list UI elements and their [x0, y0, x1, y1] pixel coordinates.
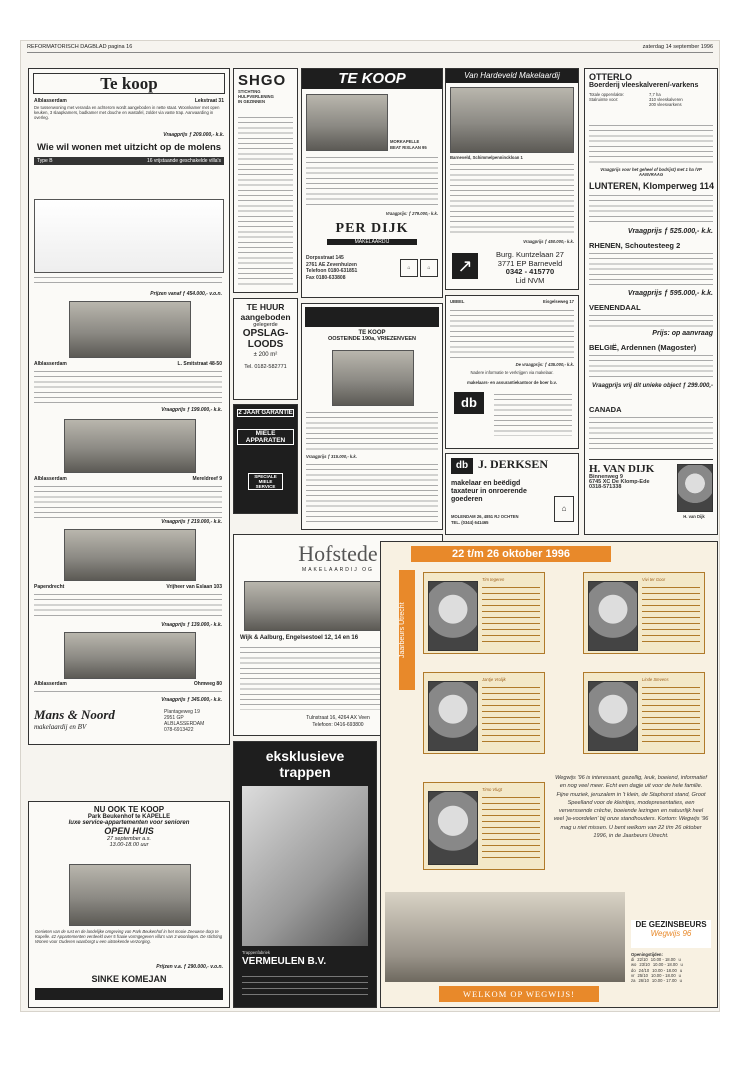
hours-time: 10.00 - 17.00: [651, 978, 677, 984]
ad3-heading: [34, 361, 222, 367]
beukenhof-photo: [69, 864, 191, 926]
huur-m2: ± 200 m²: [253, 352, 278, 358]
hours-unit: u: [678, 972, 682, 978]
belgie-title: BELGIË, Ardennen (Magoster): [589, 343, 697, 352]
ubel-place: UBBEL: [450, 299, 465, 304]
house-photo-3: [64, 419, 196, 473]
otterlo-row-value: 310 vleeskalveren: [649, 97, 683, 103]
veen-title: VEENENDAAL: [589, 303, 641, 312]
canada-title: CANADA: [589, 405, 622, 414]
hours-day: za: [631, 978, 636, 984]
hardeveld-ad: [445, 68, 579, 290]
otterlo-row-label: Stalruimte voor:: [589, 97, 619, 103]
ad1-text: De tussenwoning met veranda en achterom wordt aangeboden in nette staat. Woonkamer met open keuken, 3 slaapkamers, badkamer met douche en wastafel, zolder via vaste trap. Aanvaarding in overleg.: [34, 105, 220, 121]
otterlo-row-value: 7,7 ha: [649, 92, 661, 97]
verm-name: VERMEULEN B.V.: [242, 956, 327, 967]
oost-logo-bar: [305, 307, 439, 327]
nu-time: 13.00-18.00 uur: [109, 842, 149, 848]
vriezenveen-ad: [301, 303, 443, 530]
ad1-address: Lekstraat 31: [194, 98, 224, 104]
lunt-title: LUNTEREN, Klomperweg 114: [589, 181, 715, 191]
barn-text: [450, 162, 574, 234]
veen-price: Prijs: op aanvraag: [652, 330, 713, 337]
card-2-text: [642, 585, 700, 645]
logo-tel: 078-6913422: [164, 727, 194, 733]
hours-day: wo: [631, 962, 637, 968]
header-right: zaterdag 14 september 1996: [642, 44, 713, 50]
ad3-text: [34, 369, 222, 405]
photo-3-woman: [428, 681, 478, 751]
card-4-text: [642, 685, 700, 745]
ad3-price: Vraagprijs ƒ 199.000,- k.k.: [161, 407, 222, 413]
ubel-text: [450, 308, 574, 358]
te-huur-ad: [233, 298, 298, 400]
gb-logo-sub: Wegwijs 96: [650, 929, 692, 938]
arrow-icon: ↗: [452, 253, 478, 279]
perdijk-fax: Fax 0180-633808: [306, 274, 346, 281]
ad5-heading: [34, 584, 222, 590]
ad4-heading: [34, 476, 222, 482]
hours-day: vr: [631, 972, 635, 978]
oost-title: TE KOOP: [358, 330, 386, 336]
derksen-logo-icon: db: [451, 458, 473, 474]
mork-title: MORKAPELLE: [390, 139, 420, 144]
perdijk-tel: Telefoon 0180-631851: [306, 268, 358, 274]
otterlo-row-label: Totale oppervlakte:: [589, 92, 625, 97]
hours-time: 10.00 - 18.00: [650, 972, 676, 978]
ubel-note: Nadere informatie te verkrijgen via makelaar.: [470, 370, 554, 375]
hours-date: 25/10: [637, 972, 648, 978]
burg-contact: [486, 251, 574, 285]
nvm-logo: ⌂: [400, 259, 418, 277]
canada-text: [589, 415, 713, 451]
perdijk-contact: [306, 255, 396, 281]
sinke-logo: SINKE KOMEJAN: [91, 974, 167, 984]
nu-price: Prijzen v.a. ƒ 290.000,- v.o.n.: [156, 964, 223, 970]
ubel-name: makelaars- en assurantiekantoor de boer b.v.: [467, 380, 557, 385]
huur-title: TE HUUR: [246, 302, 285, 312]
vandijk-name: H. VAN DIJK: [589, 463, 655, 475]
db-logo: db: [454, 392, 484, 414]
shgo-sub3: IN GEZINNEN: [238, 99, 265, 105]
barn-title: Barneveld, Schimmelpenninckloan 1: [450, 155, 523, 160]
nu-title: NU OOK TE KOOP: [93, 805, 165, 814]
hours-time: 10.00 - 18.00: [652, 967, 677, 973]
huur-sub2: gelegerde: [253, 322, 278, 328]
hours-unit: u: [679, 978, 682, 984]
family-photo-strip: [385, 892, 625, 982]
logo-addr3: ALBLASSERDAM: [164, 721, 205, 727]
photo-2-baby: [588, 581, 638, 651]
logo-name: Mans & Noord: [34, 707, 115, 722]
ubel-heading: [450, 299, 574, 304]
barneveld-photo: [450, 87, 574, 153]
side-banner: Jaarbeurs Utrecht: [399, 570, 415, 690]
vermeulen-trappen-ad: [233, 741, 377, 1008]
huur-tel: Tel. 0182-582771: [244, 364, 287, 370]
eks2: trappen: [279, 764, 331, 780]
gezinsbeurs-logo-block: [631, 920, 711, 948]
nu-open: OPEN HUIS: [104, 826, 154, 836]
otterlo-sub: Boerderij vleeskalveren/-varkens: [589, 82, 699, 89]
card-3-text: [482, 685, 540, 745]
huur-loods: LOODS: [247, 339, 284, 350]
mork-text: [306, 155, 438, 207]
hours-date: 23/10: [639, 962, 650, 968]
house-photo-2: [69, 301, 191, 358]
opening-hours: [631, 952, 711, 983]
oost-text-2: [306, 462, 438, 524]
burg-addr: Burg. Kuntzelaan 27: [496, 250, 564, 259]
rhenen-price: Vraagprijs ƒ 595.000,- k.k.: [627, 290, 713, 297]
villa-drawing: [34, 199, 224, 273]
ad1-heading: [34, 98, 224, 104]
photo-5-man: [428, 791, 478, 865]
hours-unit: u: [680, 962, 683, 968]
mork-sub: BEAT RIXLAAN 95: [390, 145, 427, 150]
shgo-ad: [233, 68, 298, 293]
ad3-address: L. Smitstraat 48-50: [177, 361, 222, 367]
otterlo-row-label: [589, 102, 649, 107]
burg-nvm: Lid NVM: [515, 275, 545, 285]
hours-day: do: [631, 967, 636, 973]
te-koop-title: Te koop: [33, 73, 225, 94]
morkapelle-photo: [306, 94, 388, 151]
huur-opslag: OPSLAG-: [242, 328, 289, 339]
miele: MIELE APPARATEN: [237, 429, 294, 445]
ubel-price: De vraagprijs: ƒ 435.000,- k.k.: [515, 362, 574, 367]
hof-contact: Tulnstraat 16, 4264 AX Veen: [306, 715, 370, 721]
perdijk-addr: Dorpsstraat 145: [306, 255, 344, 261]
otterlo-table: [589, 92, 713, 108]
hours-row: [631, 978, 711, 983]
lunt-price: Vraagprijs ƒ 525.000,- k.k.: [627, 228, 713, 235]
shgo-sub2: HULPVERLENING: [238, 94, 274, 100]
miele-ad: [233, 404, 298, 514]
vandijk-portrait: [677, 464, 713, 512]
intro-text: Wegwijs '96 is interessant, gezellig, leuk, boeiend, informatief en nog veel meer. Echt een dagje uit voor de hele familie. Fijne muziek, jeruzalem in 't klein, de Staphorst stand, Groot Speelland voor de kleintjes, modepresentaties, een ververssende crèche, boeiende lezingen en natuurlijk heel veel 'ja-voordelen' bij onze standhouders. Kortom: Wegwijs '96 mag u niet missen. U bent welkom van 22 t/m 26 oktober 1996, in de Jaarbeurs Utrecht.: [553, 775, 709, 840]
morkapelle-ad: [301, 68, 443, 298]
typeb-label: Type B: [37, 158, 53, 164]
shgo-text: [238, 115, 293, 285]
photo-card-3: [423, 672, 545, 754]
photo-card-4: [583, 672, 705, 754]
tekoop-banner: TE KOOP: [302, 69, 442, 89]
ad6-address: Ohmweg 80: [193, 681, 222, 687]
oost-photo: [332, 350, 414, 406]
vandijk-block: [589, 459, 713, 530]
villa-price: Prijzen vanaf ƒ 454.000,- v.o.n.: [150, 291, 222, 297]
rhenen-title: RHENEN, Schoutesteeg 2: [589, 241, 681, 250]
nvm-logo-2: ⌂: [420, 259, 438, 277]
nvm-icon: ⌂: [554, 496, 574, 522]
derksen-tel: TEL. (0344) 641465: [451, 520, 489, 525]
caption-4: Timo Vlugt: [482, 787, 502, 792]
derksen-addr: MOLENDAM 26, 4851 RJ OCHTEN: [451, 514, 519, 519]
header-left: REFORMATORISCH DAGBLAD pagina 16: [27, 44, 133, 50]
logo-address: [164, 709, 224, 733]
lunt-text: [589, 193, 713, 225]
newspaper-page: [20, 40, 720, 1012]
caption-2: Jantje Vrolijk: [482, 677, 506, 682]
burg-tel: 0342 - 415770: [505, 267, 555, 276]
ubel-contact-lines: [494, 392, 572, 436]
hard-logo: Van Hardeveld Makelaardij: [446, 69, 578, 83]
verm-footer: [242, 974, 368, 1000]
hours-date: 22/10: [637, 957, 648, 963]
hof-addr: Wijk & Aalburg, Engelsestoel 12, 14 en 16: [240, 635, 359, 641]
card-5-text: [482, 795, 540, 861]
sinke-footer-bar: [35, 988, 223, 1000]
flat-photo: [64, 529, 196, 581]
ad5-text: [34, 592, 222, 620]
hours-time: 10.00 - 18.00: [652, 962, 678, 968]
oost-price: Vraagprijs ƒ 315.000,- k.k.: [306, 454, 357, 459]
hours-day: di: [631, 957, 635, 963]
nu-ook-te-koop-ad: [28, 801, 230, 1008]
mans-noord-logo: [34, 707, 144, 739]
ubbel-ad: [445, 295, 579, 449]
caption-5: Vivi ter Goor: [642, 577, 666, 582]
te-koop-block: [28, 68, 230, 745]
vandijk-city: 6745 XC De Klomp-Ede: [589, 479, 650, 486]
logo-sub: makelaardij en BV: [34, 723, 87, 731]
derksen-name: J. DERKSEN: [478, 457, 549, 471]
photo-1-people: [428, 581, 478, 651]
shgo-logo: SHGO: [238, 72, 287, 89]
ubel-address: Eisgelseweg 17: [543, 299, 574, 304]
mork-price: Vraagprijs: ƒ 279.000,- k.k.: [385, 211, 438, 216]
ad6-price: Vraagprijs ƒ 345.000,- k.k.: [161, 697, 222, 703]
caption-3: Linde Stevens: [642, 677, 669, 682]
ad5-place: Papendrecht: [34, 584, 65, 590]
huur-sub: aangeboden: [240, 312, 291, 322]
nu-sub1: Park Beukenhof te KAPELLE: [87, 814, 171, 820]
photo-4-girl: [588, 681, 638, 751]
rhenen-text: [589, 251, 713, 287]
nu-text: Genieten van de rust en de landelijke omgeving van Park Beukenhof in het mooie Zeeuwse dorp te Kapelle. 42 Appartementen verdeeld over 5 fraaie vormgegeven villa's van 3 woonlagen. De stichting Wonen voor Ouderen waarborgt u een uitstekende verzorging.: [35, 929, 223, 945]
shgo-sub1: STICHTING: [238, 89, 261, 94]
ad4-place: Alblasserdam: [34, 476, 67, 482]
ad5-address: Vrijheer van Eslaan 103: [166, 584, 222, 590]
nu-sub2: luxe service-appartementen voor senioren: [68, 820, 190, 826]
garantie: 2 JAAR GARANTIE: [238, 410, 293, 416]
ad6-text: [34, 689, 222, 695]
ad4-price: Vraagprijs ƒ 219.000,- k.k.: [161, 519, 222, 525]
belgie-price: Vraagprijs vrij dit unieke object ƒ 299.000,-: [592, 383, 713, 389]
gb-logo: DE GEZINSBEURS: [635, 920, 707, 929]
vandijk-addr: Binnenweg 9: [589, 474, 623, 480]
nu-date: 27 september a.s.: [106, 836, 152, 842]
oost-text: [306, 410, 438, 450]
barn-price: Vraagprijs ƒ 450.000,- k.k.: [523, 239, 574, 244]
hours-unit: u: [679, 967, 683, 973]
eks1: eksklusieve: [265, 748, 345, 764]
typeb-sub: 16 vrijstaande geschakelde villa's: [146, 158, 221, 164]
derksen-ad: [445, 453, 579, 535]
veen-text: [589, 313, 713, 329]
oost-addr: OOSTEINDE 190a, VRIEZENVEEN: [327, 336, 417, 342]
otterlo-row-value: 200 vleesvarkens: [649, 102, 682, 108]
ad6-heading: [34, 681, 222, 687]
villa-text: [34, 275, 222, 287]
ad3-place: Alblasserdam: [34, 361, 67, 367]
otterlo-price: Vraagprijs voor het geheel of bodrijst) met 1 ha /VP AANVRAAG: [600, 167, 702, 178]
welkom-banner: WELKOM OP WEGWIJS!: [439, 986, 599, 1002]
ad6-place: Alblasserdam: [34, 681, 67, 687]
date-banner: 22 t/m 26 oktober 1996: [411, 546, 611, 562]
photo-card-5: [423, 782, 545, 870]
photo-card-1: [423, 572, 545, 654]
page-header: [27, 44, 713, 53]
hours-time: 10.00 - 18.00: [650, 957, 676, 963]
hof-sub: MAKELAARDIJ OG: [302, 567, 374, 573]
hours-date: 24/10: [638, 967, 650, 973]
hours-date: 26/10: [638, 978, 649, 984]
typeb-bar: [34, 157, 224, 165]
otterlo-row: [589, 102, 713, 107]
caption-1: Tim tegeren: [482, 577, 505, 582]
vandijk-caption: H. van Dijk: [683, 514, 705, 519]
photo-card-2: [583, 572, 705, 654]
house-photo-5: [64, 632, 196, 679]
otterlo-title: OTTERLO: [589, 72, 632, 82]
perdijk-city: 2761 AE Zevenhuizen: [306, 261, 357, 268]
ad4-address: Mereldreef 9: [192, 476, 222, 482]
derksen-sub: makelaar en beëdigd taxateur in onroerende goederen: [451, 480, 527, 503]
perdijk-sub: MAKELAARDIJ: [327, 239, 417, 245]
ad4-text: [34, 484, 222, 518]
molens-headline: Wie wil wonen met uitzicht op de molens: [36, 142, 222, 153]
ad5-price: Vraagprijs ƒ 139.000,- k.k.: [161, 622, 222, 628]
vandijk-tel: 0318-571338: [589, 484, 622, 491]
otterlo-ad: [584, 68, 718, 535]
logo-addr1: Plantageweg 19: [164, 709, 200, 715]
speciale: SPECIALE MIELE SERVICE: [248, 473, 283, 490]
hof-tel: Telefoon: 0416-693800: [312, 722, 364, 728]
hours-unit: u: [678, 957, 681, 963]
burg-city: 3771 EP Barneveld: [497, 258, 563, 268]
staircase-photo: [242, 786, 368, 946]
logo-addr2: 2951 GP: [164, 715, 184, 721]
hof-logo: Hofstede: [298, 541, 378, 566]
verm-sub: Trappenfabriek: [242, 950, 271, 955]
ad1-place: Alblasserdam: [34, 98, 67, 104]
ad1-price: Vraagprijs ƒ 209.000,- k.k.: [163, 132, 224, 138]
perdijk-logo: PER DIJK: [335, 221, 409, 236]
hours-title: Openingstijden:: [631, 952, 663, 957]
card-1-text: [482, 585, 540, 645]
belgie-text: [589, 353, 713, 381]
gezinsbeurs-ad: [380, 541, 718, 1008]
otterlo-text: [589, 123, 713, 163]
